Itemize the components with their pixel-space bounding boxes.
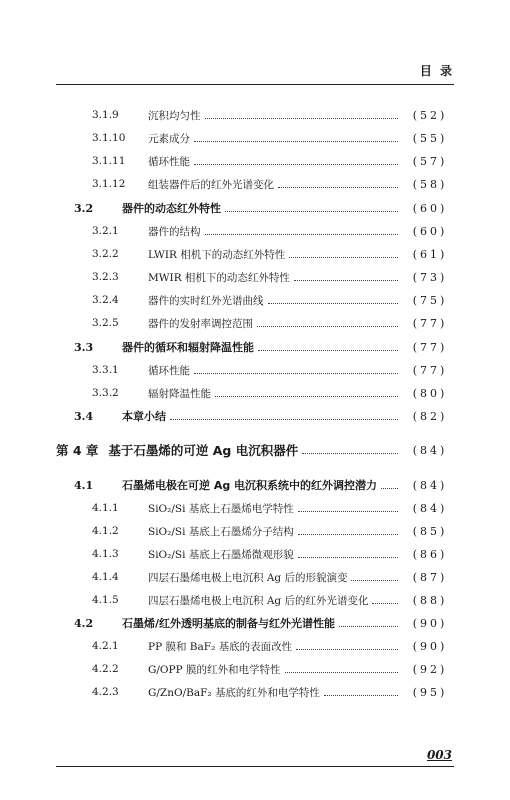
toc-title: 循环性能 <box>148 364 190 377</box>
section-title: 目 录 <box>419 64 454 78</box>
toc-chapter-entry[interactable] <box>0 438 510 462</box>
toc-number: 3.2 <box>74 201 94 215</box>
toc-page: (60) <box>412 201 448 215</box>
toc-entry[interactable] <box>0 267 510 287</box>
toc-number: 第 4 章 <box>56 443 99 458</box>
toc-entry[interactable] <box>0 244 510 264</box>
toc-page: (75) <box>412 293 448 307</box>
toc-number: 4.2.1 <box>92 640 119 652</box>
dot-leader <box>372 602 398 604</box>
toc-entry[interactable] <box>0 521 510 541</box>
dot-leader <box>257 325 398 327</box>
toc-entry[interactable] <box>0 290 510 310</box>
dot-leader <box>298 533 398 535</box>
toc-page: (90) <box>412 639 448 653</box>
toc-page: (77) <box>412 363 448 377</box>
footer-rule <box>56 766 454 767</box>
dot-leader <box>225 210 398 212</box>
dot-leader <box>170 418 398 420</box>
toc-entry[interactable] <box>0 151 510 171</box>
dot-leader <box>339 625 398 627</box>
toc-number: 4.1.3 <box>92 548 119 560</box>
toc-title: 元素成分 <box>148 132 190 145</box>
toc-number: 3.1.9 <box>92 109 119 121</box>
toc-entry[interactable] <box>0 174 510 194</box>
toc-number: 3.4 <box>74 409 94 423</box>
toc-entry[interactable] <box>0 682 510 702</box>
dot-leader <box>302 452 398 454</box>
toc-title: 沉积均匀性 <box>148 109 201 122</box>
toc-page: (77) <box>412 340 448 354</box>
dot-leader <box>294 279 398 281</box>
toc-entry[interactable] <box>0 567 510 587</box>
toc-title: 器件的发射率调控范围 <box>148 317 253 330</box>
toc-number: 4.1.2 <box>92 525 119 537</box>
toc-number: 4.2 <box>74 616 94 630</box>
toc-entry[interactable] <box>0 198 510 218</box>
toc-page: (92) <box>412 662 448 676</box>
toc-entry[interactable] <box>0 221 510 241</box>
toc-title: 器件的结构 <box>148 225 201 238</box>
toc-title: PP 膜和 BaF₂ 基底的表面改性 <box>148 640 293 653</box>
toc-title: G/ZnO/BaF₂ 基底的红外和电学特性 <box>148 686 320 699</box>
toc-page: (84) <box>412 478 448 492</box>
toc-entry[interactable] <box>0 475 510 495</box>
toc-page: (84) <box>412 443 448 457</box>
toc-number: 3.1.10 <box>92 132 126 144</box>
toc-page: (85) <box>412 524 448 538</box>
dot-leader <box>205 233 399 235</box>
toc-entry[interactable] <box>0 128 510 148</box>
toc-title: 器件的实时红外光谱曲线 <box>148 294 264 307</box>
toc-title: LWIR 相机下的动态红外特性 <box>148 248 286 261</box>
toc-entry[interactable] <box>0 659 510 679</box>
dot-leader <box>194 372 398 374</box>
toc-number: 3.2.1 <box>92 225 119 237</box>
toc-page: (86) <box>412 547 448 561</box>
toc-page: (82) <box>412 409 448 423</box>
dot-leader <box>278 186 398 188</box>
toc-number: 4.1.5 <box>92 594 119 606</box>
toc-page: (88) <box>412 593 448 607</box>
toc-number: 3.1.12 <box>92 178 126 190</box>
toc-page: (55) <box>412 131 448 145</box>
toc-title: 器件的循环和辐射降温性能 <box>122 341 254 354</box>
toc-page: (61) <box>412 247 448 261</box>
toc-title: G/OPP 膜的红外和电学特性 <box>148 663 281 676</box>
dot-leader <box>289 256 398 258</box>
toc-title: SiO₂/Si 基底上石墨烯分子结构 <box>148 525 294 538</box>
toc-page: (52) <box>412 108 448 122</box>
dot-leader <box>285 671 398 673</box>
toc-page: (60) <box>412 224 448 238</box>
toc-title: 器件的动态红外特性 <box>122 202 221 215</box>
toc-entry[interactable] <box>0 590 510 610</box>
toc-entry[interactable] <box>0 544 510 564</box>
toc-title: 本章小结 <box>122 410 166 423</box>
toc-number: 4.2.3 <box>92 686 119 698</box>
toc-number: 3.3 <box>74 340 94 354</box>
toc-page: (77) <box>412 316 448 330</box>
toc-title: 循环性能 <box>148 155 190 168</box>
toc-page: (73) <box>412 270 448 284</box>
toc-number: 3.1.11 <box>92 155 126 167</box>
dot-leader <box>298 556 398 558</box>
dot-leader <box>324 694 398 696</box>
toc-page: (84) <box>412 501 448 515</box>
toc-number: 4.1.1 <box>92 502 119 514</box>
toc-number: 3.2.4 <box>92 294 119 306</box>
dot-leader <box>194 140 398 142</box>
toc-title: 组装器件后的红外光谱变化 <box>148 178 274 191</box>
toc-page: (95) <box>412 685 448 699</box>
toc-entry[interactable] <box>0 613 510 633</box>
toc-entry[interactable] <box>0 337 510 357</box>
dot-leader <box>268 302 399 304</box>
toc-title: SiO₂/Si 基底上石墨烯电学特性 <box>148 502 294 515</box>
toc-title: 四层石墨烯电极上电沉积 Ag 后的红外光谱变化 <box>148 594 369 607</box>
toc-entry[interactable] <box>0 360 510 380</box>
toc-page: (80) <box>412 386 448 400</box>
toc-title: 四层石墨烯电极上电沉积 Ag 后的形貌演变 <box>148 571 348 584</box>
toc-entry[interactable] <box>0 105 510 125</box>
toc-page: (57) <box>412 154 448 168</box>
toc-title: SiO₂/Si 基底上石墨烯微观形貌 <box>148 548 294 561</box>
dot-leader <box>351 579 398 581</box>
toc-entry[interactable] <box>0 406 510 426</box>
page-number: 003 <box>426 748 452 762</box>
toc-number: 3.3.1 <box>92 364 119 376</box>
dot-leader <box>298 510 398 512</box>
toc-title: 基于石墨烯的可逆 Ag 电沉积器件 <box>108 443 299 458</box>
toc-title: 石墨烯/红外透明基底的制备与红外光谱性能 <box>122 617 336 630</box>
toc-page: (90) <box>412 616 448 630</box>
toc-title: 石墨烯电极在可逆 Ag 电沉积系统中的红外调控潜力 <box>122 479 378 492</box>
toc-number: 4.1 <box>74 478 94 492</box>
dot-leader <box>258 349 398 351</box>
toc-number: 3.2.2 <box>92 248 119 260</box>
dot-leader <box>205 117 399 119</box>
toc-page: (87) <box>412 570 448 584</box>
dot-leader <box>215 395 398 397</box>
dot-leader <box>381 487 398 489</box>
header-rule <box>56 84 454 85</box>
toc-number: 4.2.2 <box>92 663 119 675</box>
toc-number: 3.3.2 <box>92 387 119 399</box>
toc-number: 3.2.5 <box>92 317 119 329</box>
toc-entry[interactable] <box>0 636 510 656</box>
toc-entry[interactable] <box>0 313 510 333</box>
dot-leader <box>296 648 398 650</box>
dot-leader <box>194 163 398 165</box>
toc-title: 辐射降温性能 <box>148 387 211 400</box>
toc-number: 3.2.3 <box>92 271 119 283</box>
toc-entry[interactable] <box>0 383 510 403</box>
toc-title: MWIR 相机下的动态红外特性 <box>148 271 290 284</box>
toc-page: (58) <box>412 177 448 191</box>
toc-number: 4.1.4 <box>92 571 119 583</box>
toc-entry[interactable] <box>0 498 510 518</box>
